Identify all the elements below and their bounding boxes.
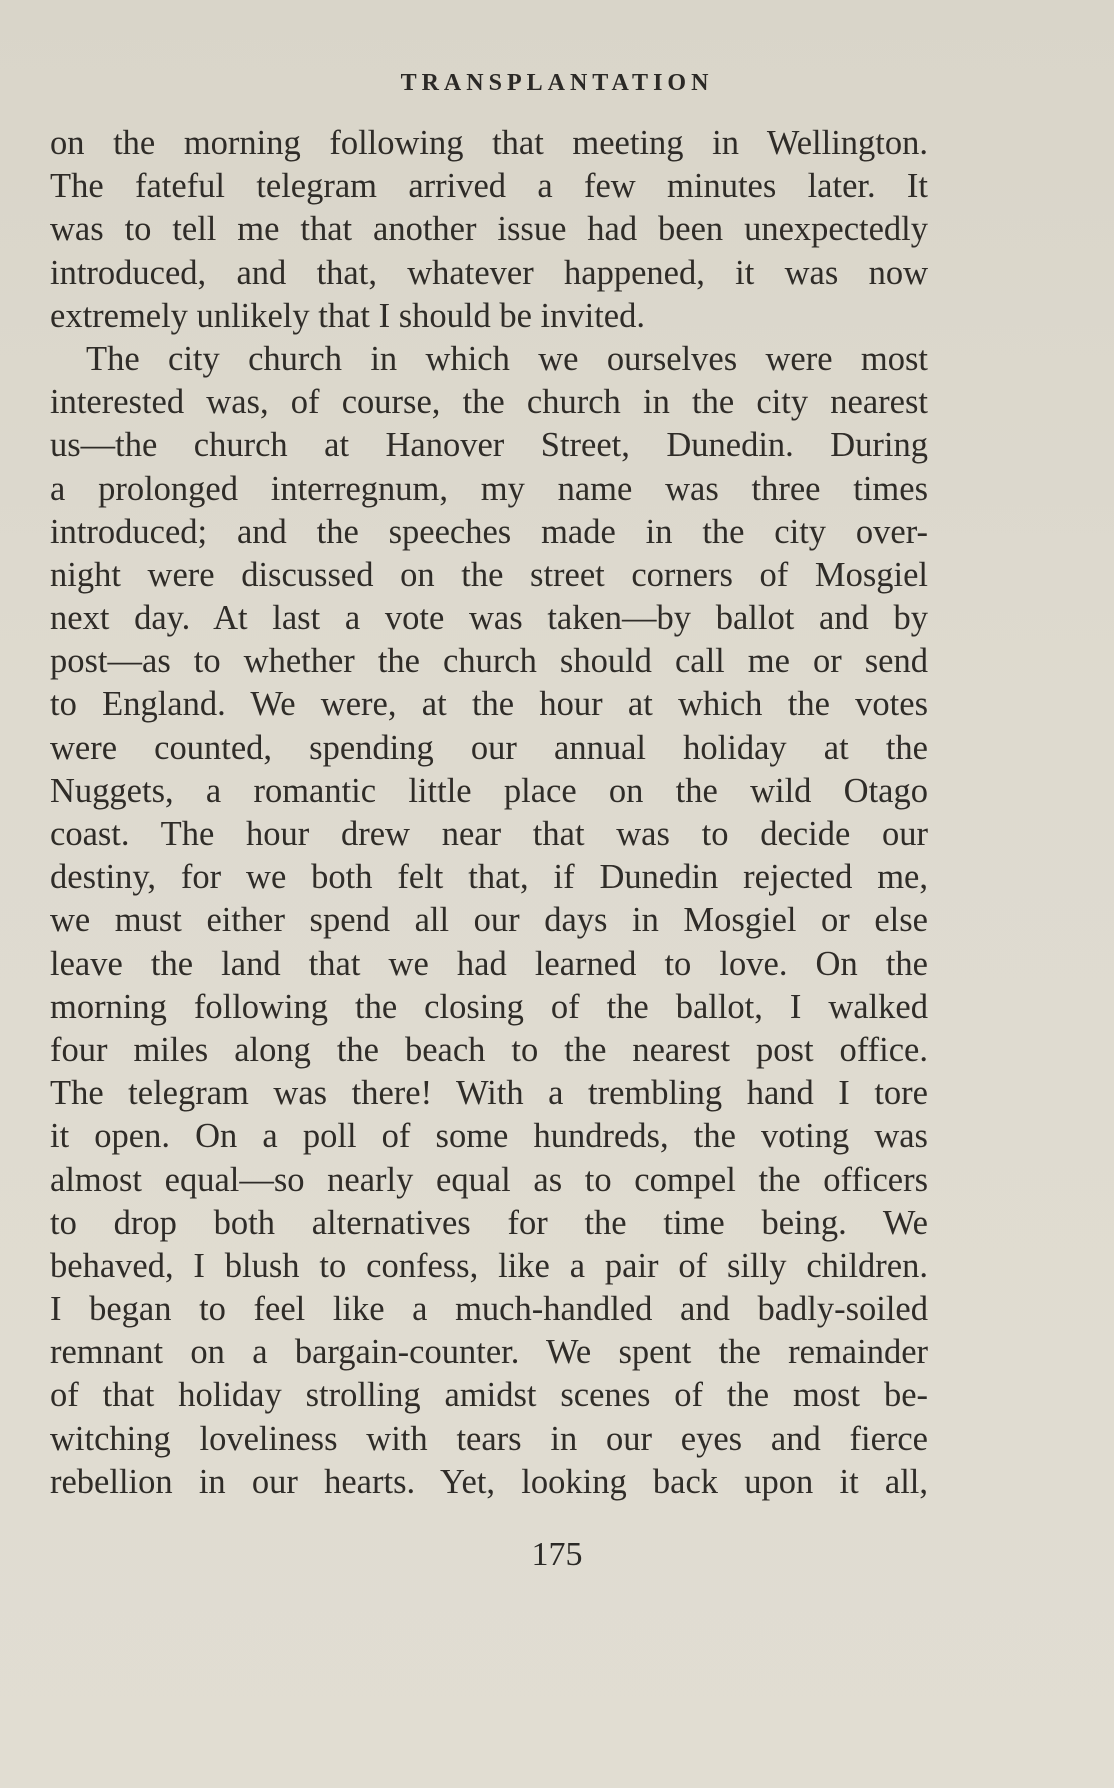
text-line: The city church in which we ourselves were most (86, 339, 928, 378)
text-line: witching loveliness with tears in our eyes and fierce (50, 1419, 928, 1458)
text-line: it open. On a poll of some hundreds, the voting was (50, 1117, 928, 1156)
page-number: 175 (531, 1536, 583, 1573)
text-line: on the morning following that meeting in Wellington. (50, 124, 928, 162)
body-text (50, 122, 928, 1504)
text-line: night were discussed on the street corners of Mosgiel (50, 555, 928, 594)
text-line: of that holiday strolling amidst scenes of the most be- (50, 1376, 928, 1415)
text-line: remnant on a bargain-counter. We spent the remainder (50, 1333, 928, 1372)
text-line: coast. The hour drew near that was to decide our (50, 815, 928, 853)
text-line: post—as to whether the church should call me or send (50, 642, 928, 681)
text-line: behaved, I blush to confess, like a pair of silly children. (50, 1246, 928, 1285)
text-line: a prolonged interregnum, my name was three times (50, 469, 928, 508)
text-line: extremely unlikely that I should be invited. (50, 296, 645, 335)
text-line: was to tell me that another issue had been unexpectedly (50, 210, 928, 249)
text-line: were counted, spending our annual holiday at the (50, 728, 928, 767)
text-line: morning following the closing of the ballot, I walked (50, 987, 928, 1026)
text-line: Nuggets, a romantic little place on the wild Otago (50, 771, 928, 810)
text-line: introduced; and the speeches made in the city over- (50, 512, 928, 551)
text-line: to drop both alternatives for the time being. We (50, 1203, 928, 1242)
text-line: almost equal—so nearly equal as to compel the officers (50, 1160, 928, 1199)
text-line: leave the land that we had learned to love. On the (50, 944, 928, 983)
text-line: to England. We were, at the hour at which the votes (50, 685, 928, 724)
text-line: introduced, and that, whatever happened, it was now (50, 253, 928, 292)
text-line: next day. At last a vote was taken—by ballot and by (50, 599, 928, 638)
text-line: interested was, of course, the church in the city nearest (50, 383, 928, 422)
text-line: The telegram was there! With a trembling hand I tore (50, 1074, 928, 1113)
text-line: destiny, for we both felt that, if Dunedin rejected me, (50, 858, 928, 897)
text-line: us—the church at Hanover Street, Dunedin. During (50, 426, 928, 465)
text-line: The fateful telegram arrived a few minutes later. It (50, 167, 928, 206)
text-line: rebellion in our hearts. Yet, looking back upon it all, (50, 1462, 928, 1501)
text-line: I began to feel like a much-handled and badly-soiled (50, 1290, 928, 1329)
text-line: we must either spend all our days in Mosgiel or else (50, 901, 928, 940)
text-line: four miles along the beach to the nearest post office. (50, 1030, 928, 1069)
running-head: TRANSPLANTATION (400, 70, 714, 96)
